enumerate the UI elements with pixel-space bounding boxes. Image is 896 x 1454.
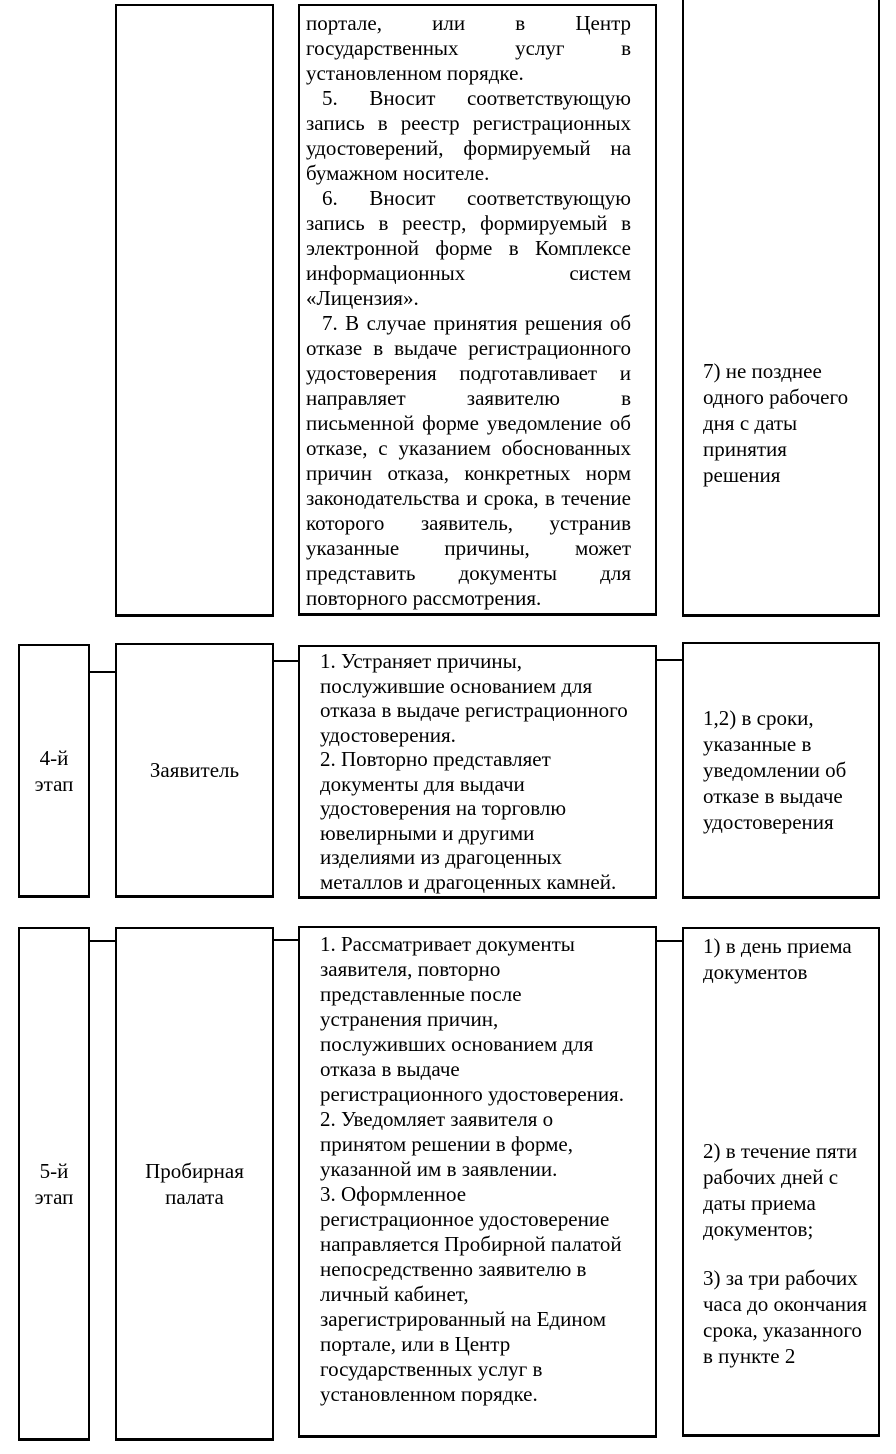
action-paragraph: портале, или в Центр государственных услуг в установленном порядке. <box>306 11 631 85</box>
stage-cell-stage-5 <box>18 927 90 1441</box>
connector-stage5-actions-deadline <box>655 940 683 942</box>
actor-label: Пробирная палата <box>145 1158 244 1209</box>
action-paragraph: 5. Вносит соответствующую запись в реестр регистрационных удостоверений, формируемый на бумажном носителе. <box>306 86 631 185</box>
action-paragraph: 3. Оформленное регистрационное удостоверение направляется Пробирной палатой непосредственно заявителю в личный кабинет, зарегистрированный на Едином портале, или в Центр государственных услуг в установленном порядке. <box>320 1182 622 1406</box>
actions-cell-stage-4 <box>298 645 657 899</box>
actor-label: Заявитель <box>149 758 240 782</box>
connector-stage4-actor-actions <box>272 660 299 662</box>
deadline-paragraph: 3) за три рабочих часа до окончания срока, указанного в пункте 2 <box>703 1266 867 1368</box>
deadline-paragraph: 1) в день приема документов <box>703 934 852 984</box>
action-paragraph: 1. Устраняет причины, послужившие основанием для отказа в выдаче регистрационного удостоверения. <box>320 649 628 747</box>
action-paragraph: 1. Рассматривает документы заявителя, повторно представленные после устранения причин, послуживших основанием для отказа в выдаче регистрационного удостоверения. <box>320 932 624 1106</box>
deadline-cell-continuation <box>682 0 880 617</box>
deadline-cell-stage-4 <box>682 642 880 899</box>
connector-stage5-actor-actions <box>272 939 299 941</box>
deadline-cell-stage-5 <box>682 927 880 1437</box>
actions-cell-stage-5 <box>298 926 657 1438</box>
stage-label: 4-й этап <box>34 745 74 796</box>
connector-stage4-stage-actor <box>88 671 116 673</box>
connector-stage4-actions-deadline <box>655 659 683 661</box>
stage-label: 5-й этап <box>34 1158 74 1209</box>
actor-cell-zayavitel <box>115 643 274 898</box>
connector-stage5-stage-actor <box>88 940 116 942</box>
action-paragraph: 2. Уведомляет заявителя о принятом решении в форме, указанной им в заявлении. <box>320 1107 574 1181</box>
action-paragraph: 2. Повторно представляет документы для выдачи удостоверения на торговлю ювелирными и другими изделиями из драгоценных металлов и драгоценных камней. <box>320 747 617 894</box>
actions-cell-continuation <box>298 4 657 616</box>
action-paragraph: 6. Вносит соответствующую запись в реестр, формируемый в электронной форме в Комплексе информационных систем «Лицензия». <box>306 186 631 310</box>
actor-cell-probirnaya-palata <box>115 927 274 1441</box>
deadline-paragraph: 2) в течение пяти рабочих дней с даты приема документов; <box>703 1139 858 1241</box>
deadline-paragraph: 1,2) в сроки, указанные в уведомлении об отказе в выдаче удостоверения <box>703 706 847 834</box>
deadline-paragraph: 7) не позднее одного рабочего дня с даты принятия решения <box>703 359 849 487</box>
action-paragraph: 7. В случае принятия решения об отказе в выдаче регистрационного удостоверения подготавливает и направляет заявителю в письменной форме уведомление об отказе, с указанием обоснованных причин отказа, конкретных норм законодательства и срока, в течение которого заявитель, устранив указанные причины, может представить документы для повторного рассмотрения. <box>306 311 631 610</box>
stage-cell-stage-4 <box>18 644 90 898</box>
actor-cell-continuation-empty <box>115 4 274 617</box>
